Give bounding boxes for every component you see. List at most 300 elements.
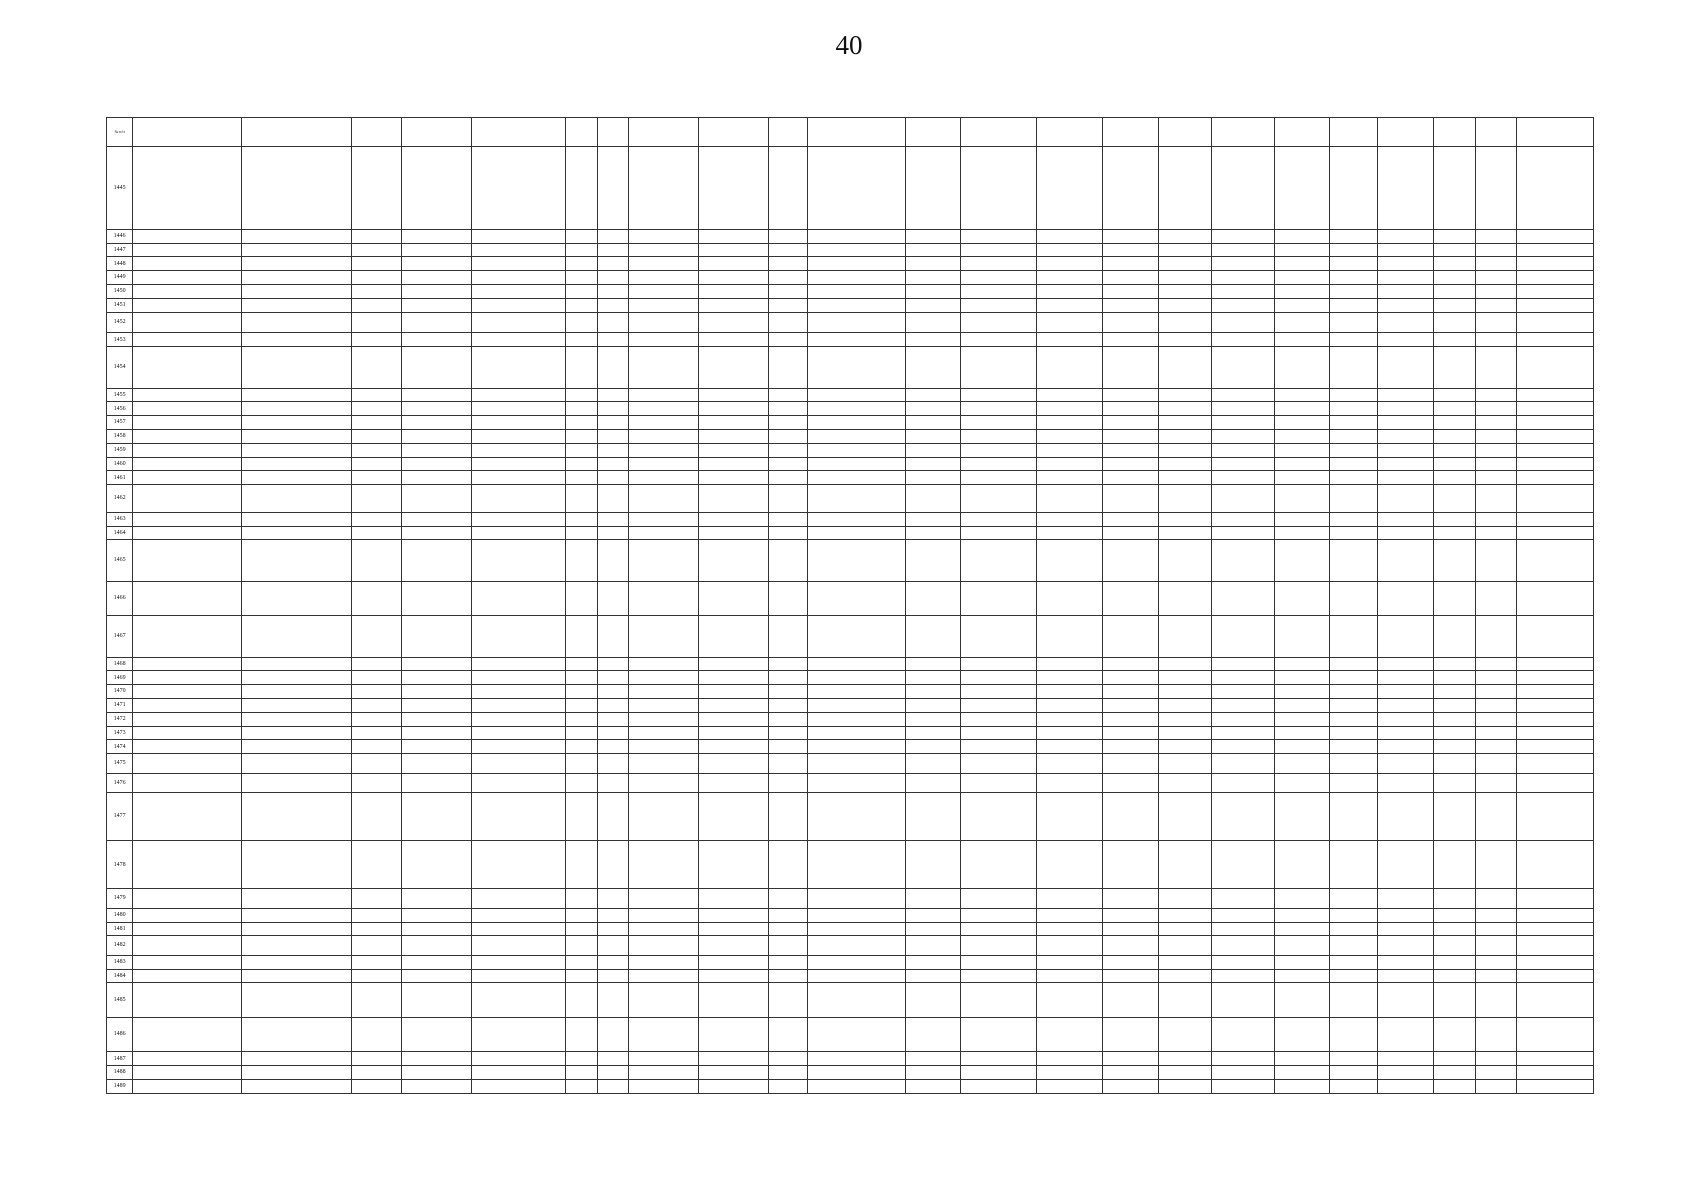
- table-cell: [1377, 243, 1434, 257]
- table-cell: [960, 699, 1036, 713]
- table-cell: [1159, 699, 1211, 713]
- table-cell: [1517, 657, 1594, 671]
- table-cell: [628, 685, 698, 699]
- table-cell: [960, 257, 1036, 271]
- table-cell: [598, 512, 629, 526]
- table-cell: [565, 740, 598, 754]
- table-cell: [1211, 581, 1274, 616]
- table-cell: [1037, 312, 1103, 333]
- table-cell: [960, 243, 1036, 257]
- table-cell: [242, 616, 351, 657]
- table-cell: [1159, 1017, 1211, 1052]
- table-cell: [1037, 1017, 1103, 1052]
- table-cell: [1211, 699, 1274, 713]
- table-cell: [807, 147, 905, 230]
- table-cell: [1211, 955, 1274, 969]
- table-cell: [628, 699, 698, 713]
- table-cell: [1159, 685, 1211, 699]
- table-row: [107, 581, 1594, 616]
- table-cell: [401, 773, 471, 792]
- table-cell: [960, 1079, 1036, 1093]
- table-cell: [698, 526, 768, 540]
- table-row: [107, 712, 1594, 726]
- table-cell: [1159, 333, 1211, 347]
- table-cell: [906, 285, 961, 299]
- table-row: [107, 922, 1594, 936]
- table-cell: [598, 657, 629, 671]
- table-cell: [1434, 908, 1475, 922]
- table-cell: [1275, 1066, 1330, 1080]
- table-cell: [1377, 271, 1434, 285]
- table-row: [107, 841, 1594, 889]
- table-cell: [1377, 429, 1434, 443]
- table-cell: [401, 540, 471, 581]
- table-cell: [1211, 841, 1274, 889]
- table-cell: [1329, 485, 1377, 513]
- table-cell: [1159, 1066, 1211, 1080]
- table-cell: [1434, 298, 1475, 312]
- table-cell: [628, 512, 698, 526]
- table-cell: [598, 540, 629, 581]
- table-cell: [906, 416, 961, 430]
- table-cell: [1377, 347, 1434, 388]
- table-cell: [1037, 955, 1103, 969]
- table-cell: [768, 908, 807, 922]
- table-cell: [471, 1052, 565, 1066]
- table-cell: [565, 712, 598, 726]
- table-cell: [1211, 657, 1274, 671]
- table-cell: [1377, 773, 1434, 792]
- table-cell: [401, 298, 471, 312]
- table-cell: [1329, 1079, 1377, 1093]
- table-cell: [906, 581, 961, 616]
- table-cell: [1211, 685, 1274, 699]
- table-cell: [698, 285, 768, 299]
- table-cell: [471, 841, 565, 889]
- table-cell: [351, 726, 401, 740]
- table-cell: [1475, 936, 1516, 955]
- table-cell: [1275, 685, 1330, 699]
- table-cell: [1211, 773, 1274, 792]
- table-cell: [906, 754, 961, 773]
- table-cell: [960, 754, 1036, 773]
- table-cell: [960, 773, 1036, 792]
- table-cell: [598, 726, 629, 740]
- table-cell: [1517, 1066, 1594, 1080]
- table-cell: [471, 969, 565, 983]
- table-cell: [471, 1079, 565, 1093]
- table-cell: [807, 271, 905, 285]
- table-cell: [1211, 312, 1274, 333]
- table-cell: [401, 1052, 471, 1066]
- table-cell: [401, 443, 471, 457]
- table-cell: [401, 685, 471, 699]
- table-cell: [1434, 333, 1475, 347]
- table-cell: [807, 936, 905, 955]
- table-cell: [1475, 540, 1516, 581]
- column-header: № п/п: [107, 118, 133, 147]
- table-cell: [1159, 298, 1211, 312]
- table-cell: [351, 581, 401, 616]
- table-cell: [628, 712, 698, 726]
- table-cell: [628, 457, 698, 471]
- table-cell: [906, 955, 961, 969]
- table-cell: [351, 471, 401, 485]
- row-number: 1467: [107, 616, 133, 657]
- table-cell: [807, 312, 905, 333]
- table-cell: [1434, 416, 1475, 430]
- table-cell: [1102, 792, 1159, 840]
- table-cell: [768, 581, 807, 616]
- table-cell: [471, 285, 565, 299]
- table-cell: [471, 792, 565, 840]
- table-cell: [1475, 471, 1516, 485]
- table-cell: [768, 616, 807, 657]
- table-cell: [906, 526, 961, 540]
- table-cell: [1037, 616, 1103, 657]
- table-cell: [351, 936, 401, 955]
- table-cell: [807, 443, 905, 457]
- table-cell: [1275, 726, 1330, 740]
- table-cell: [471, 955, 565, 969]
- table-cell: [1377, 685, 1434, 699]
- table-cell: [807, 1079, 905, 1093]
- row-number: 1477: [107, 792, 133, 840]
- table-cell: [1517, 936, 1594, 955]
- table-cell: [1211, 1052, 1274, 1066]
- table-cell: [1475, 298, 1516, 312]
- table-cell: [133, 540, 242, 581]
- table-cell: [1517, 581, 1594, 616]
- table-cell: [1434, 429, 1475, 443]
- table-cell: [628, 616, 698, 657]
- table-cell: [351, 271, 401, 285]
- table-cell: [565, 726, 598, 740]
- table-cell: [906, 312, 961, 333]
- table-cell: [471, 616, 565, 657]
- table-cell: [698, 298, 768, 312]
- table-cell: [1329, 388, 1377, 402]
- table-cell: [768, 792, 807, 840]
- table-cell: [133, 726, 242, 740]
- table-cell: [1434, 616, 1475, 657]
- table-cell: [906, 402, 961, 416]
- table-cell: [768, 889, 807, 908]
- table-cell: [1037, 443, 1103, 457]
- table-cell: [401, 285, 471, 299]
- table-cell: [906, 540, 961, 581]
- table-cell: [1275, 298, 1330, 312]
- table-cell: [351, 1017, 401, 1052]
- table-cell: [1275, 471, 1330, 485]
- table-cell: [1037, 429, 1103, 443]
- table-cell: [906, 333, 961, 347]
- table-cell: [133, 792, 242, 840]
- row-number: 1482: [107, 936, 133, 955]
- table-cell: [807, 540, 905, 581]
- table-cell: [698, 388, 768, 402]
- table-cell: [698, 333, 768, 347]
- table-row: [107, 526, 1594, 540]
- table-cell: [471, 147, 565, 230]
- table-cell: [242, 969, 351, 983]
- table-cell: [1275, 1052, 1330, 1066]
- table-cell: [768, 147, 807, 230]
- table-cell: [242, 671, 351, 685]
- table-row: [107, 243, 1594, 257]
- table-cell: [1275, 512, 1330, 526]
- table-cell: [1377, 471, 1434, 485]
- table-cell: [960, 726, 1036, 740]
- table-cell: [1275, 147, 1330, 230]
- table-cell: [1159, 526, 1211, 540]
- table-cell: [1475, 955, 1516, 969]
- table-cell: [768, 347, 807, 388]
- table-cell: [698, 969, 768, 983]
- table-cell: [1434, 969, 1475, 983]
- table-cell: [565, 271, 598, 285]
- table-cell: [1211, 298, 1274, 312]
- row-number: 1466: [107, 581, 133, 616]
- table-cell: [1329, 740, 1377, 754]
- table-cell: [628, 485, 698, 513]
- table-cell: [133, 699, 242, 713]
- table-cell: [960, 671, 1036, 685]
- table-cell: [133, 271, 242, 285]
- table-cell: [807, 429, 905, 443]
- table-cell: [242, 229, 351, 243]
- table-cell: [565, 298, 598, 312]
- table-cell: [1434, 485, 1475, 513]
- table-cell: [1275, 841, 1330, 889]
- table-cell: [1211, 922, 1274, 936]
- table-cell: [598, 471, 629, 485]
- table-cell: [401, 257, 471, 271]
- table-cell: [598, 754, 629, 773]
- table-cell: [401, 726, 471, 740]
- table-cell: [1377, 526, 1434, 540]
- table-cell: [1102, 312, 1159, 333]
- table-cell: [401, 616, 471, 657]
- table-cell: [698, 936, 768, 955]
- table-cell: [1377, 792, 1434, 840]
- table-cell: [1434, 471, 1475, 485]
- table-cell: [807, 740, 905, 754]
- table-cell: [628, 257, 698, 271]
- table-cell: [401, 754, 471, 773]
- table-cell: [1037, 229, 1103, 243]
- table-cell: [1159, 983, 1211, 1018]
- table-cell: [1434, 657, 1475, 671]
- table-cell: [1517, 312, 1594, 333]
- table-cell: [1037, 526, 1103, 540]
- table-cell: [1159, 792, 1211, 840]
- table-cell: [1102, 298, 1159, 312]
- table-cell: [598, 416, 629, 430]
- table-cell: [1102, 983, 1159, 1018]
- row-number: 1480: [107, 908, 133, 922]
- table-cell: [565, 457, 598, 471]
- table-cell: [807, 685, 905, 699]
- table-cell: [1434, 841, 1475, 889]
- column-header: [471, 118, 565, 147]
- table-cell: [133, 402, 242, 416]
- table-cell: [1102, 333, 1159, 347]
- table-cell: [351, 443, 401, 457]
- table-cell: [1159, 443, 1211, 457]
- table-cell: [1159, 740, 1211, 754]
- table-cell: [351, 257, 401, 271]
- table-cell: [351, 616, 401, 657]
- table-cell: [1211, 485, 1274, 513]
- table-cell: [768, 699, 807, 713]
- table-cell: [1211, 243, 1274, 257]
- table-cell: [1434, 229, 1475, 243]
- table-cell: [960, 485, 1036, 513]
- table-cell: [1475, 1017, 1516, 1052]
- table-cell: [807, 347, 905, 388]
- table-cell: [1434, 540, 1475, 581]
- table-cell: [1102, 908, 1159, 922]
- table-cell: [565, 471, 598, 485]
- table-cell: [960, 983, 1036, 1018]
- table-cell: [401, 841, 471, 889]
- table-row: [107, 540, 1594, 581]
- table-cell: [1159, 616, 1211, 657]
- table-row: [107, 754, 1594, 773]
- table-cell: [1329, 616, 1377, 657]
- table-cell: [401, 312, 471, 333]
- table-cell: [133, 1017, 242, 1052]
- row-number: 1475: [107, 754, 133, 773]
- table-cell: [1102, 147, 1159, 230]
- table-cell: [1377, 457, 1434, 471]
- table-cell: [133, 712, 242, 726]
- table-cell: [960, 936, 1036, 955]
- table-cell: [807, 773, 905, 792]
- table-row: [107, 298, 1594, 312]
- table-cell: [1275, 616, 1330, 657]
- table-cell: [1037, 243, 1103, 257]
- table-cell: [906, 485, 961, 513]
- table-cell: [1434, 712, 1475, 726]
- table-cell: [351, 416, 401, 430]
- table-cell: [807, 512, 905, 526]
- table-cell: [1159, 922, 1211, 936]
- table-cell: [242, 271, 351, 285]
- table-cell: [698, 699, 768, 713]
- row-number: 1476: [107, 773, 133, 792]
- table-cell: [960, 740, 1036, 754]
- table-cell: [351, 298, 401, 312]
- registry-grid: [106, 117, 1594, 1094]
- table-cell: [1377, 671, 1434, 685]
- table-cell: [906, 512, 961, 526]
- table-cell: [242, 1052, 351, 1066]
- table-cell: [1517, 298, 1594, 312]
- table-cell: [1329, 754, 1377, 773]
- table-row: [107, 285, 1594, 299]
- table-cell: [960, 471, 1036, 485]
- table-cell: [1159, 257, 1211, 271]
- table-cell: [565, 955, 598, 969]
- table-cell: [1102, 726, 1159, 740]
- table-cell: [242, 402, 351, 416]
- table-cell: [471, 416, 565, 430]
- table-cell: [401, 955, 471, 969]
- table-cell: [768, 712, 807, 726]
- table-cell: [807, 969, 905, 983]
- table-cell: [401, 243, 471, 257]
- table-cell: [906, 773, 961, 792]
- table-row: [107, 657, 1594, 671]
- table-cell: [1037, 257, 1103, 271]
- table-cell: [1102, 699, 1159, 713]
- table-cell: [242, 512, 351, 526]
- table-cell: [768, 922, 807, 936]
- table-cell: [598, 1017, 629, 1052]
- table-cell: [768, 298, 807, 312]
- table-cell: [1102, 429, 1159, 443]
- table-cell: [1475, 889, 1516, 908]
- table-cell: [1037, 936, 1103, 955]
- table-cell: [807, 908, 905, 922]
- table-cell: [807, 416, 905, 430]
- table-cell: [1377, 616, 1434, 657]
- table-cell: [1434, 936, 1475, 955]
- table-cell: [351, 889, 401, 908]
- table-cell: [1159, 889, 1211, 908]
- table-cell: [1329, 347, 1377, 388]
- table-cell: [565, 243, 598, 257]
- table-cell: [1329, 922, 1377, 936]
- table-cell: [906, 889, 961, 908]
- table-cell: [960, 1017, 1036, 1052]
- table-cell: [598, 429, 629, 443]
- column-header: [1475, 118, 1516, 147]
- table-cell: [1275, 908, 1330, 922]
- table-cell: [1517, 792, 1594, 840]
- table-cell: [1517, 983, 1594, 1018]
- table-header-row: [107, 118, 1594, 147]
- table-cell: [1377, 298, 1434, 312]
- table-cell: [698, 581, 768, 616]
- table-cell: [807, 243, 905, 257]
- table-cell: [401, 147, 471, 230]
- table-cell: [598, 526, 629, 540]
- table-cell: [598, 147, 629, 230]
- table-cell: [906, 1079, 961, 1093]
- table-cell: [133, 388, 242, 402]
- table-cell: [1434, 685, 1475, 699]
- table-cell: [401, 1079, 471, 1093]
- table-cell: [133, 243, 242, 257]
- table-cell: [807, 955, 905, 969]
- table-cell: [1475, 271, 1516, 285]
- table-cell: [1377, 922, 1434, 936]
- table-cell: [628, 908, 698, 922]
- table-cell: [1275, 402, 1330, 416]
- table-cell: [565, 229, 598, 243]
- table-cell: [1102, 485, 1159, 513]
- table-cell: [242, 1066, 351, 1080]
- table-cell: [565, 347, 598, 388]
- table-cell: [906, 983, 961, 1018]
- table-cell: [1434, 257, 1475, 271]
- table-cell: [1475, 429, 1516, 443]
- table-cell: [1329, 726, 1377, 740]
- row-number: 1457: [107, 416, 133, 430]
